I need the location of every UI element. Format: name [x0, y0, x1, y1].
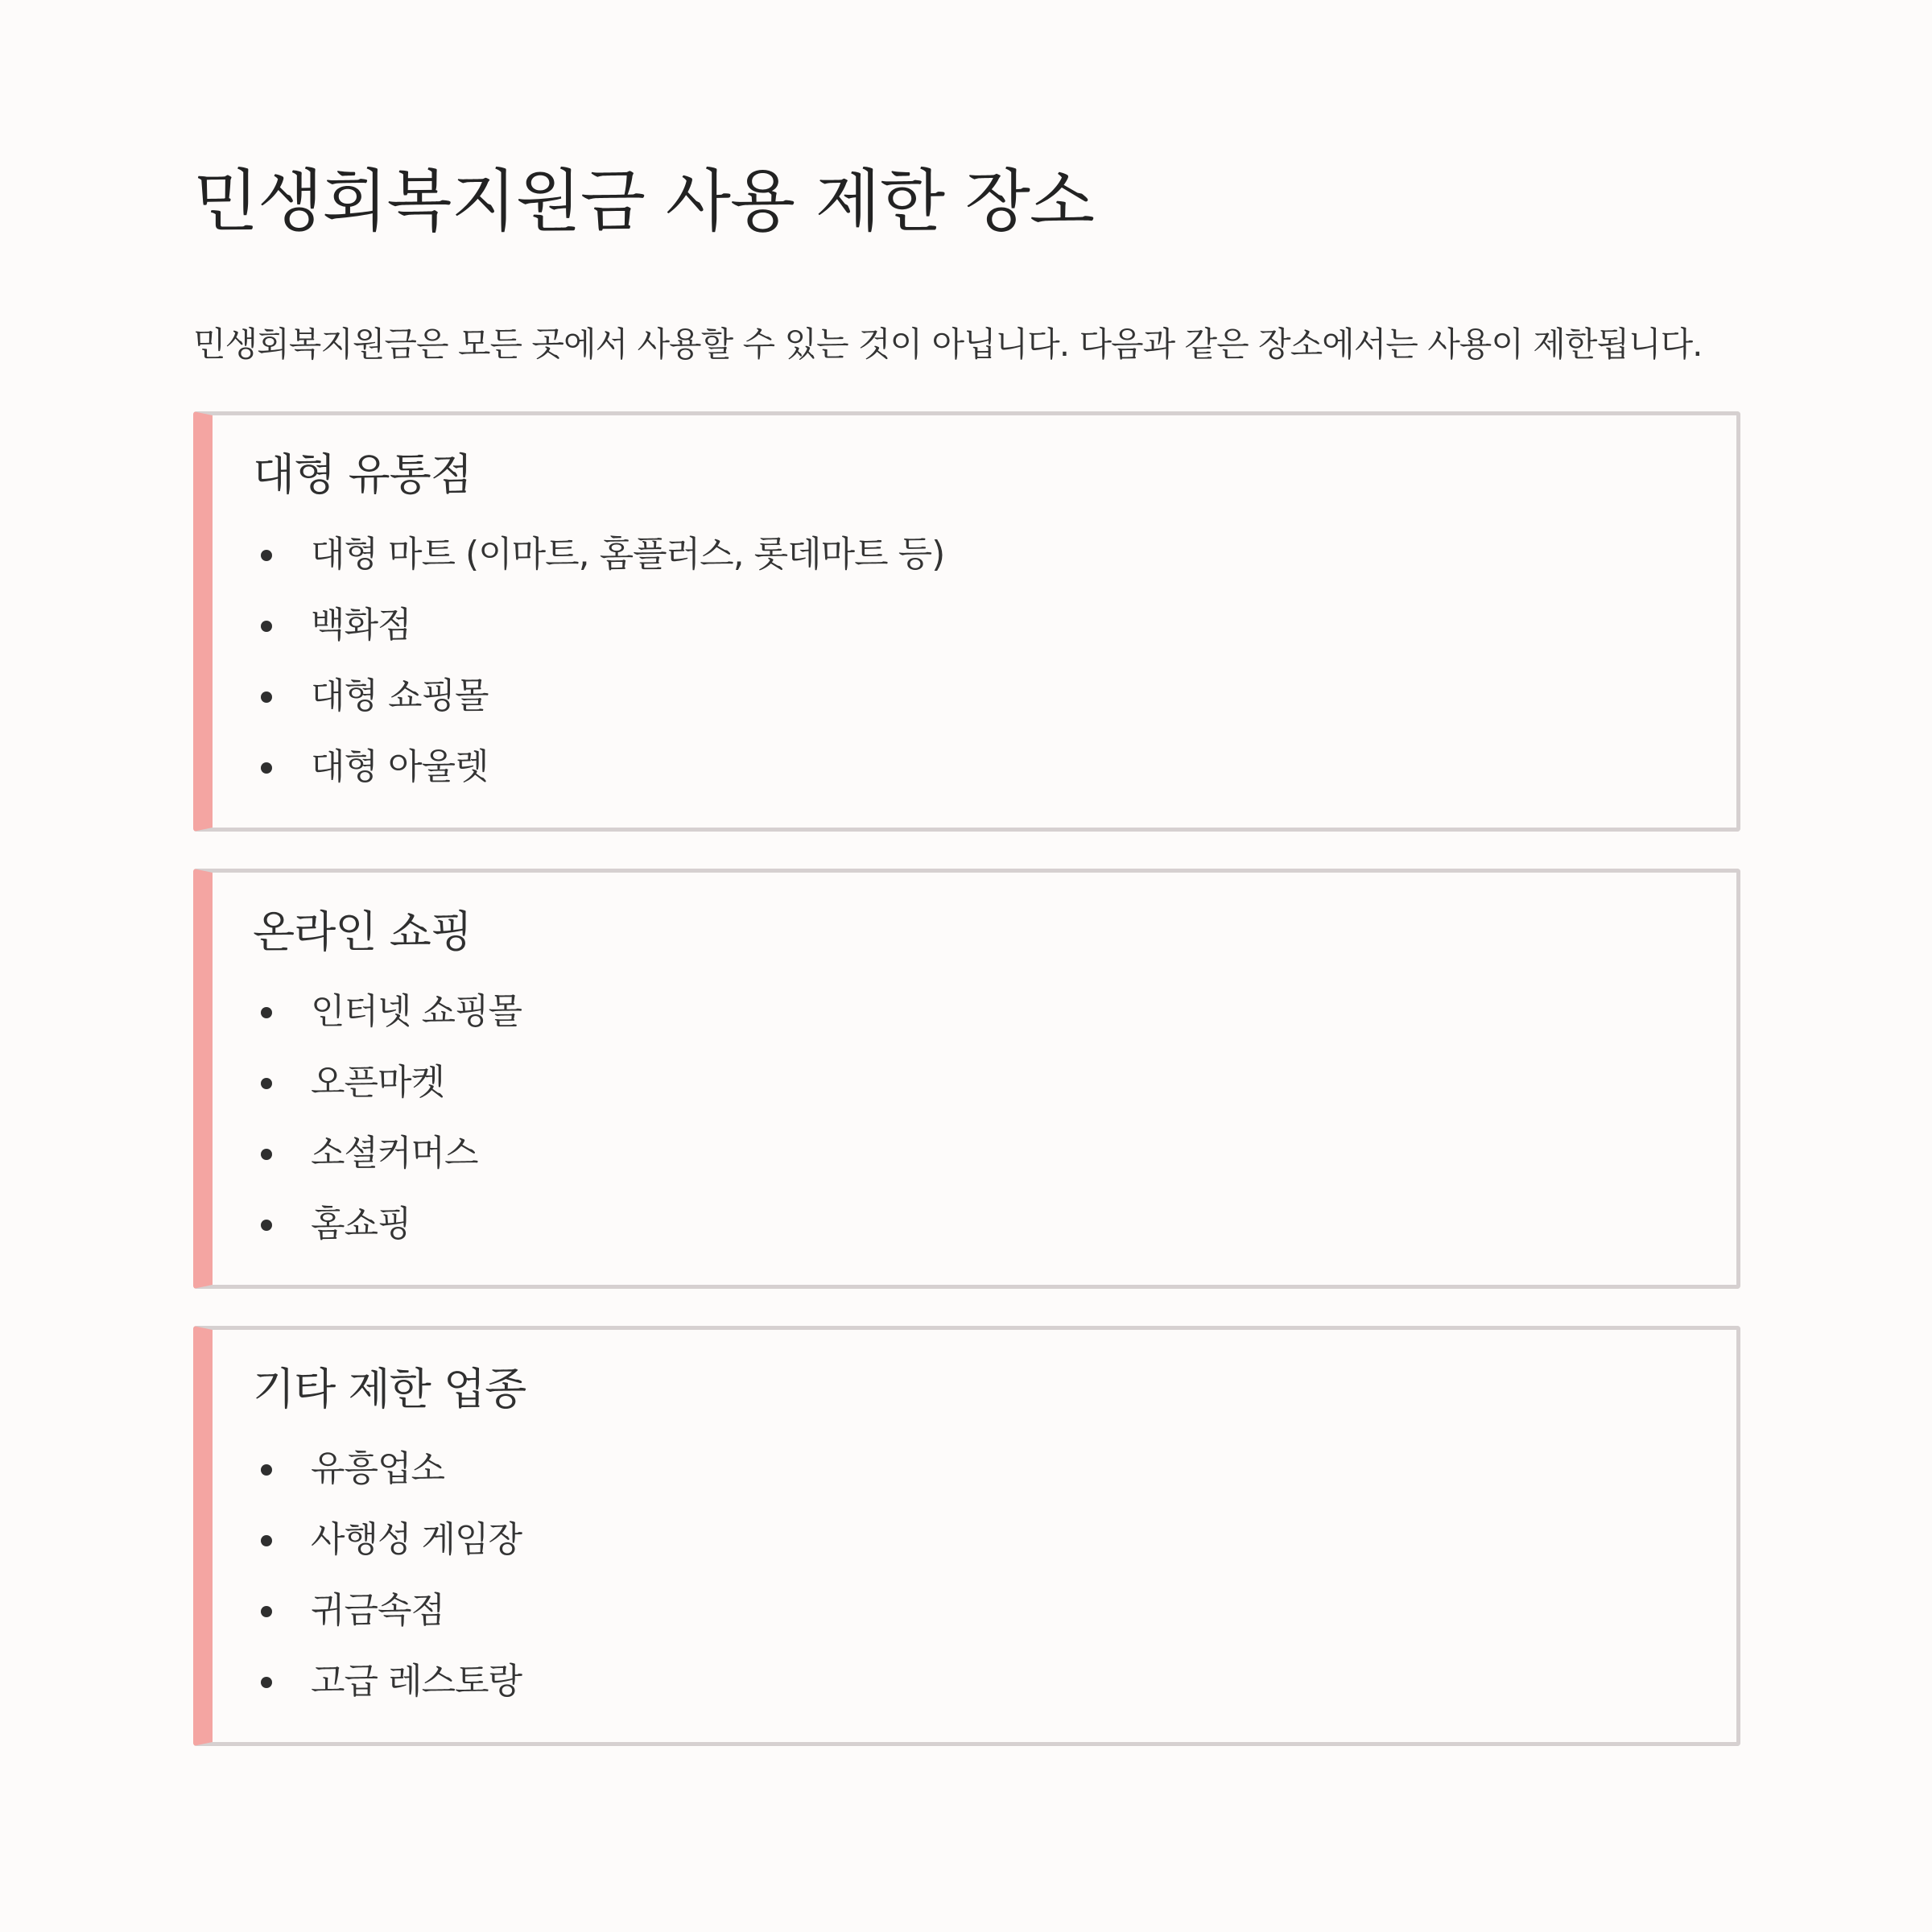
page-title: 민생회복지원금 사용 제한 장소 [193, 162, 1094, 241]
intro-text: 민생회복지원금은 모든 곳에서 사용할 수 있는 것이 아닙니다. 다음과 같은 장소에서는 사용이 제한됩니다. [193, 324, 1703, 364]
list-item-label: 백화점 [311, 605, 411, 646]
list-item [253, 1118, 1704, 1189]
bullet-icon [261, 762, 272, 774]
list-item [253, 1646, 1704, 1717]
list-item [253, 1575, 1704, 1646]
bullet-icon [261, 1220, 272, 1231]
list-item-label: 유흥업소 [311, 1448, 445, 1490]
list-item-label: 사행성 게임장 [311, 1519, 522, 1561]
list-item-label: 대형 아울렛 [311, 746, 489, 788]
list-item [253, 519, 1704, 590]
section-card-other-restricted [193, 1326, 1740, 1746]
section-heading: 대형 유통점 [253, 449, 472, 501]
list-item-label: 대형 쇼핑몰 [311, 675, 489, 717]
bullet-icon [261, 691, 272, 703]
list-item [253, 1505, 1704, 1575]
list-item [253, 976, 1704, 1047]
bullet-icon [261, 1606, 272, 1617]
section-heading: 온라인 쇼핑 [253, 906, 472, 958]
bullet-icon [261, 1078, 272, 1089]
list-item-label: 대형 마트 (이마트, 홈플러스, 롯데마트 등) [311, 534, 945, 576]
list-item [253, 590, 1704, 661]
list-item-label: 홈쇼핑 [311, 1203, 411, 1245]
list-item-label: 고급 레스토랑 [311, 1661, 522, 1703]
bullet-icon [261, 1677, 272, 1688]
bullet-icon [261, 550, 272, 561]
list-item [253, 1434, 1704, 1505]
list-item-label: 오픈마켓 [311, 1062, 445, 1104]
section-heading: 기타 제한 업종 [253, 1364, 526, 1415]
section-card-online-shopping [193, 869, 1740, 1289]
list-item [253, 732, 1704, 803]
restriction-cards [193, 411, 1739, 1746]
list-item [253, 1047, 1704, 1118]
list-item-label: 소셜커머스 [311, 1133, 478, 1174]
section-card-large-retail [193, 411, 1740, 832]
bullet-icon [261, 1007, 272, 1018]
section-list [253, 1434, 1704, 1717]
list-item [253, 661, 1704, 732]
list-item [253, 1189, 1704, 1260]
list-item-label: 귀금속점 [311, 1590, 445, 1632]
list-item-label: 인터넷 쇼핑몰 [311, 991, 522, 1033]
bullet-icon [261, 621, 272, 632]
bullet-icon [261, 1149, 272, 1160]
bullet-icon [261, 1535, 272, 1546]
bullet-icon [261, 1464, 272, 1476]
section-list [253, 519, 1704, 803]
section-list [253, 976, 1704, 1260]
